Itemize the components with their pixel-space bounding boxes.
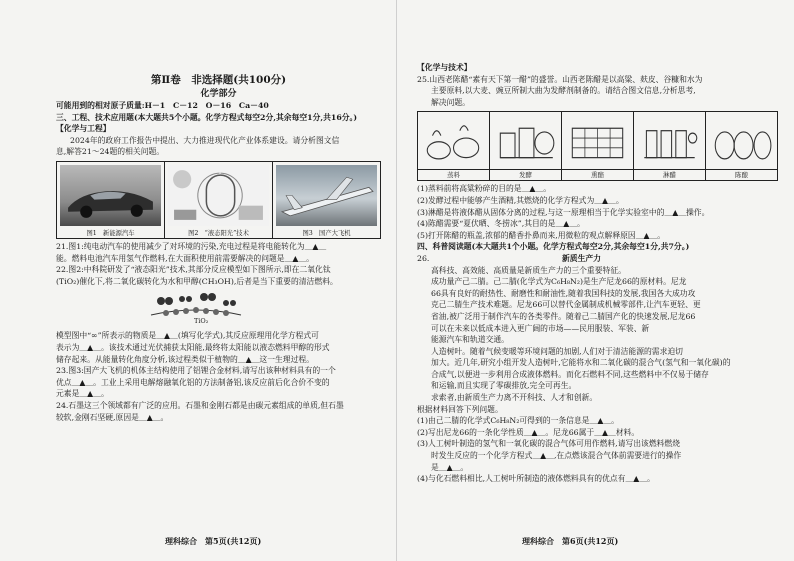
q23-line: 优点＿▲＿。工业上采用电解熔融氧化铝的方法制备铝,该反应前后化合价不变的 [56,377,330,387]
q26-item: (1)由己二腈的化学式C₆H₈N₂可得到的一条信息是＿▲＿。 [417,416,619,426]
smoking-illustration [566,116,629,165]
page-footer: 理科综合 第5页(共12页) [165,536,262,546]
figure-caption: 图3 国产大飞机 [302,229,351,237]
question-section-heading: 四、科普阅读题(本大题共1个小题。化学方程式每空2分,其余每空1分,共7分。) [417,242,690,252]
catalyst-label: TiO₂ [194,317,209,326]
q22b-line: 模型图中“∞”所表示的物质是＿▲＿(填写化学式),其反应原理用化学方程式可 [56,331,319,341]
article-line: 66具有良好的耐热性、耐磨性和耐油性,随着我国科技的发展,我国各大成功攻 [431,288,696,298]
aging-illustration [710,116,773,165]
article-line: 成功量产己二腈。己二腈(化学式为C₆H₈N₂)是生产尼龙66的原材料。尼龙 [431,277,687,287]
article-line: 合成气,以便进一步利用合成液体燃料。而化石燃料不同,这些燃料中不仅易于储存 [431,369,709,379]
article-line: 克己二腈生产技术难题。尼龙66可以替代金属制成机械零部件,让汽车更轻、更 [431,300,701,310]
q26-number: 26. [417,253,430,263]
question-section-heading: 三、工程、技术应用题(本大题共5个小题。化学方程式每空2分,其余每空1分,共16分。) [56,112,358,122]
q23-line: 23.图3:国产大飞机的机体主结构使用了铝锂合金材料,请写出该种材料具有的一个 [56,366,336,376]
molecule-diagram [56,289,381,329]
page-footer: 理科综合 第6页(共12页) [522,536,619,546]
article-line: 和运输,而且实现了零碳排放,完全可再生。 [431,381,577,391]
article-line: 高科技、高效能、高质量是新质生产力的三个重要特征。 [431,265,626,275]
steaming-illustration [422,116,485,165]
intro-line: 2024年的政府工作报告中提出、大力推进现代化产业体系建设。请分析图文信 [70,135,340,145]
q21-line: 能。燃料电池汽车用氢气作燃料,在大面积使用前需要解决的问题是＿▲＿。 [56,253,314,263]
q25-item: (2)发酵过程中能够产生酒精,其燃烧的化学方程式为＿▲＿。 [417,195,624,205]
q26-item: (3)人工树叶制造的氢气和一氧化碳的混合气体可用作燃料,请写出该燃料燃烧 [417,439,681,449]
q25-item: (3)淋醋是将液体醋从固体分离的过程,与这一原理相当于化学实验室中的＿▲＿操作。 [417,207,710,217]
figure-caption: 图2 “液态阳光”技术 [188,229,249,237]
fermenting-illustration [494,116,557,165]
process-step [562,112,634,180]
q25-line: 25.山西老陈醋“素有天下第一醋”的盛誉。山西老陈醋是以高粱、麸皮、谷糠和水为 [417,74,703,84]
article-line: 可以在未来以低成本进入更广阔的市场——民用服装、军装、新 [431,323,650,333]
process-step [418,112,490,180]
q21-line: 21.图1:纯电动汽车的使用减少了对环境的污染,充电过程是将电能转化为＿▲＿ [56,241,327,251]
q26-item: 时发生反应的一个化学方程式＿▲＿,在点燃该混合气体前需要进行的操作 [431,451,682,461]
reaction-model [56,289,381,329]
topic-heading: 【化学与技术】 [417,63,472,72]
section-title: 第Ⅱ卷 非选择题(共100分) [150,74,287,86]
q24-line: 24.石墨这三个领域都有广泛的应用。石墨和金刚石都是由碳元素组成的单质,但石墨 [56,400,344,410]
article-line: 加大。近几年,研究小组开发人造树叶,它能将水和二氧化碳的混合气(氢气和一氧化碳)的 [431,358,731,368]
figure-1 [57,162,165,238]
figure-2 [165,162,273,238]
q22b-line: 储存起来。从能量转化角度分析,该过程类似于植物的＿▲＿这一生理过程。 [56,354,314,364]
q22-line: 22.图2:中科院研发了“液态阳光”技术,其部分反应模型如下图所示,即在二氧化钛 [56,265,331,275]
figure-strip [56,161,381,239]
atomic-mass-line: 可能用到的相对原子质量:H－1 C－12 O－16 Ca－40 [56,101,269,110]
liquid-sunshine-diagram [168,165,269,226]
article-line: 求索者,由新质生产力离不开科技、人才和创新。 [431,393,598,403]
process-caption: 淋醋 [634,169,705,180]
intro-line: 息,解答21～24题的相关问题。 [56,147,165,157]
topic-heading: 【化学与工程】 [56,124,111,134]
filtering-illustration [638,116,701,165]
article-line: 人造树叶。随着气候变暖等环境问题的加剧,人们对于清洁能源的需求迫切 [431,346,683,356]
process-caption: 蒸料 [418,169,489,180]
airliner-photo [276,165,377,226]
q22-line: (TiO₂)催化下,将二氧化碳转化为水和甲醇(CH₃OH),后者是当下重要的清洁燃料。 [56,276,338,286]
q26-item: 是＿▲＿。 [431,462,469,472]
q25-item: (5)打开陈醋的瓶盖,浓郁的醋香扑鼻而来,用微粒的观点解释原因＿▲＿。 [417,230,666,240]
article-line: 能源汽车和轨道交通。 [431,335,509,345]
process-step [490,112,562,180]
q25-item: (4)陈醋需要“夏伏晒、冬捞冰”,其目的是＿▲＿。 [417,219,585,229]
vinegar-process-strip [417,111,778,181]
figure-3 [273,162,380,238]
article-title-row [417,253,778,265]
process-step [634,112,706,180]
q24-line: 较软,金刚石坚硬,原因是＿▲＿。 [56,412,169,422]
q25-item: (1)蒸料前将高粱粉碎的目的是＿▲＿。 [417,184,551,194]
q26-item: (4)与化石燃料相比,人工树叶所制造的液体燃料具有的优点有＿▲＿。 [417,474,655,484]
article-title: 新质生产力 [562,253,601,263]
q22b-line: 表示为＿▲＿。该技术通过光伏捕获太阳能,最终将太阳能以液态燃料甲醇的形式 [56,342,330,352]
q23-line: 元素是＿▲＿。 [56,389,109,399]
q26-item: (2)写出尼龙66的一条化学性质＿▲＿。尼龙66属于＿▲＿材料。 [417,427,640,437]
process-caption: 熏醅 [562,169,633,180]
q25-line: 解决问题。 [431,97,470,107]
process-step [706,112,777,180]
part-title: 化学部分 [200,89,237,99]
process-caption: 陈酿 [706,169,777,180]
q25-line: 主要原料,以大麦、豌豆所制大曲为发酵剂制备的。请结合图文信息,分析思考, [431,86,696,96]
electric-car-photo [60,165,161,226]
article-line: 省油,被广泛用于制作汽车的各类零件。随着己二腈国产化的快速发展,尼龙66 [431,311,696,321]
process-caption: 发酵 [490,169,561,180]
article-line: 根据材料回答下列问题。 [417,404,503,414]
page-6 [397,0,794,561]
figure-caption: 图1 新能源汽车 [86,229,135,237]
